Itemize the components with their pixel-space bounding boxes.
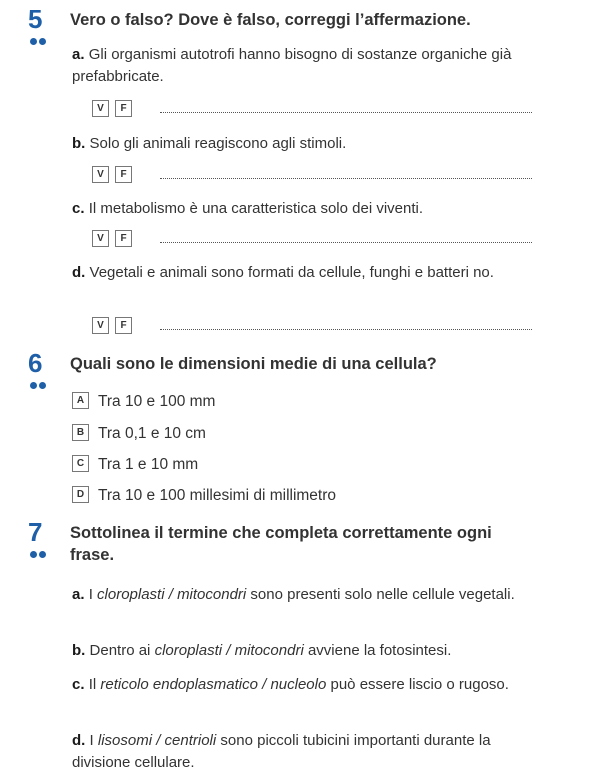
sentence-b: b. Dentro ai cloroplasti / mitocondri avviene la fotosintesi. xyxy=(72,642,452,659)
exercise-number: 5 xyxy=(28,4,43,34)
term-choice[interactable]: cloroplasti / mitocondri xyxy=(97,586,247,603)
vf-row-d xyxy=(92,317,552,335)
difficulty-dots-icon xyxy=(30,545,48,553)
exercise-title: Vero o falso? Dove è falso, correggi l’affermazione. xyxy=(70,11,471,29)
true-checkbox[interactable]: V xyxy=(92,317,109,334)
exercise-number: 6 xyxy=(28,348,43,378)
vf-row-c xyxy=(92,230,552,248)
answer-line[interactable] xyxy=(160,112,532,113)
exercise-number: 7 xyxy=(28,517,43,547)
false-checkbox[interactable]: F xyxy=(115,230,132,247)
exercise-title: Sottolinea il termine che completa correttamente ogni frase. xyxy=(70,524,492,564)
answer-line[interactable] xyxy=(160,178,532,179)
true-checkbox[interactable]: V xyxy=(92,100,109,117)
statement-b: b. Solo gli animali reagiscono agli stimoli. xyxy=(72,135,347,152)
exercise-title: Quali sono le dimensioni medie di una cellula? xyxy=(70,355,437,373)
false-checkbox[interactable]: F xyxy=(115,100,132,117)
option-b[interactable]: B Tra 0,1 e 10 cm xyxy=(72,424,206,444)
statement-d: d. Vegetali e animali sono formati da cellule, funghi e batteri no. xyxy=(72,264,494,281)
term-choice[interactable]: cloroplasti / mitocondri xyxy=(154,642,304,659)
vf-row-a xyxy=(92,100,552,118)
false-checkbox[interactable]: F xyxy=(115,317,132,334)
option-d[interactable]: D Tra 10 e 100 millesimi di millimetro xyxy=(72,486,336,506)
true-checkbox[interactable]: V xyxy=(92,166,109,183)
option-c[interactable]: C Tra 1 e 10 mm xyxy=(72,455,198,475)
statement-c: c. Il metabolismo è una caratteristica solo dei viventi. xyxy=(72,200,424,217)
answer-line[interactable] xyxy=(160,242,532,243)
vf-row-b xyxy=(92,166,552,184)
sentence-a: a. I cloroplasti / mitocondri sono presenti solo nelle cellule vegetali. xyxy=(72,586,515,603)
false-checkbox[interactable]: F xyxy=(115,166,132,183)
sentence-c: c. Il reticolo endoplasmatico / nucleolo può essere liscio o rugoso. xyxy=(72,676,509,693)
difficulty-dots-icon xyxy=(30,32,48,40)
true-checkbox[interactable]: V xyxy=(92,230,109,247)
option-a[interactable]: A Tra 10 e 100 mm xyxy=(72,392,215,412)
sentence-d: d. I lisosomi / centrioli sono piccoli tubicini importanti durante la divisione cellulare. xyxy=(72,732,491,771)
statement-a: a. Gli organismi autotrofi hanno bisogno di sostanze organiche già prefabbricate. xyxy=(72,46,512,85)
difficulty-dots-icon xyxy=(30,376,48,384)
answer-line[interactable] xyxy=(160,329,532,330)
term-choice[interactable]: reticolo endoplasmatico / nucleolo xyxy=(100,676,327,693)
term-choice[interactable]: lisosomi / centrioli xyxy=(97,732,217,749)
